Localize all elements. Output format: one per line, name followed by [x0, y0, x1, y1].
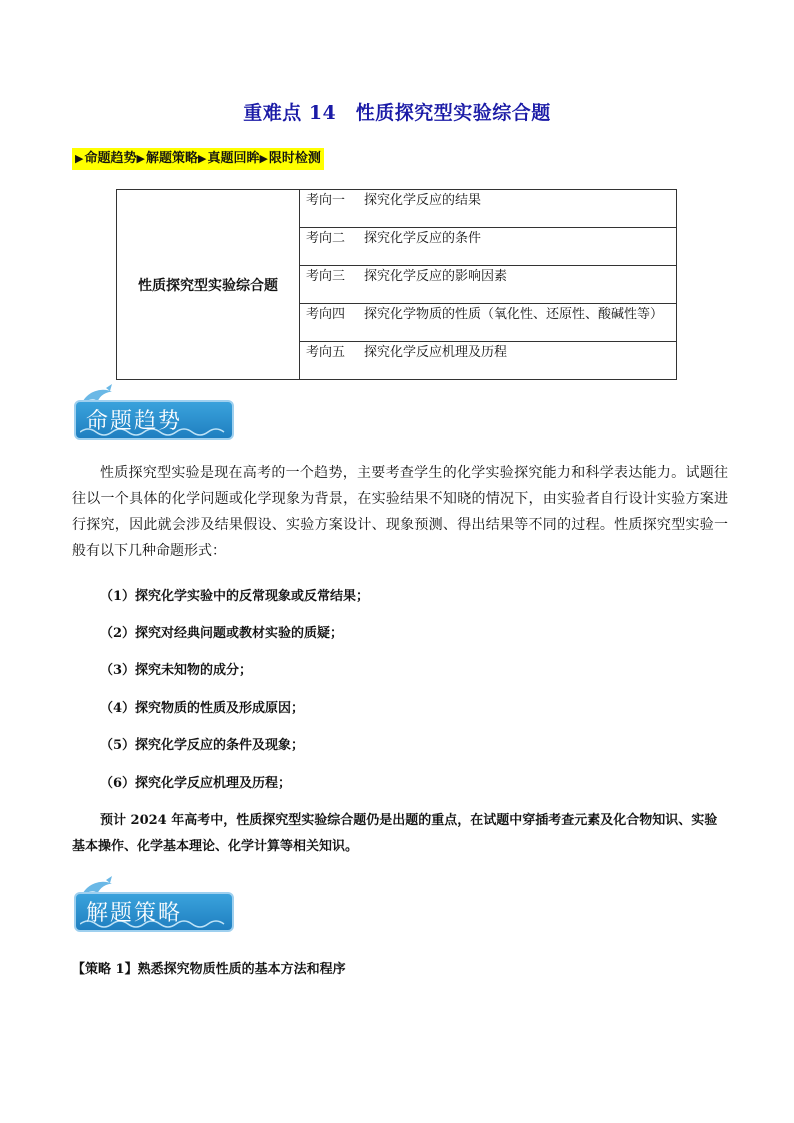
- banner-title: 解题策略: [86, 901, 183, 926]
- page-title: 重难点 14 性质探究型实验综合题: [243, 102, 551, 124]
- direction-text: 探究化学反应的影响因素: [364, 269, 508, 284]
- section-banner-trend: [66, 384, 242, 444]
- list-item: （1）探究化学实验中的反常现象或反常结果；: [100, 589, 370, 604]
- direction-cell: [300, 266, 677, 304]
- intro-paragraph: 性质探究型实验是现在高考的一个趋势，主要考查学生的化学实验探究能力和科学表达能力。试题往往以一个具体的化学问题或化学现象为背景，在实验结果不知晓的情况下，由实验者自行设计实验方案进行探究，因此就会涉及结果假设、实验方案设计、现象预测、得出结果等不同的过程。性质探究型实验一般有以下几种命题形式：: [72, 465, 728, 559]
- direction-cell: [300, 190, 677, 228]
- banner-title: 命题趋势: [86, 409, 183, 434]
- nav-item-strategy[interactable]: ▶解题策略: [136, 151, 198, 166]
- topic-name-cell: 性质探究型实验综合题: [117, 190, 300, 380]
- nav-bar: [72, 148, 324, 170]
- direction-label: 考向一: [306, 193, 346, 208]
- strategy-heading: 【策略 1】熟悉探究物质性质的基本方法和程序: [72, 962, 346, 977]
- forecast-paragraph: 预计 2024 年高考中，性质探究型实验综合题仍是出题的重点，在试题中穿插考查元素及化合物知识、实验基本操作、化学基本理论、化学计算等相关知识。: [72, 813, 718, 854]
- direction-cell: [300, 228, 677, 266]
- direction-cell: [300, 342, 677, 380]
- arrow-icon: ▶: [136, 152, 145, 165]
- list-item: （5）探究化学反应的条件及现象；: [100, 738, 305, 753]
- list-item: （2）探究对经典问题或教材实验的质疑；: [100, 626, 344, 641]
- arrow-icon: ▶: [259, 152, 268, 165]
- direction-text: 探究化学反应机理及历程: [364, 345, 508, 360]
- list-item: （3）探究未知物的成分；: [100, 663, 253, 678]
- arrow-icon: ▶: [75, 152, 84, 165]
- direction-label: 考向三: [306, 269, 346, 284]
- nav-item-trend[interactable]: ▶命题趋势: [75, 151, 137, 166]
- direction-text: 探究化学反应的条件: [364, 231, 482, 246]
- direction-label: 考向四: [306, 307, 346, 322]
- list-item: （4）探究物质的性质及形成原因；: [100, 701, 305, 716]
- direction-label: 考向二: [306, 231, 346, 246]
- nav-item-test[interactable]: ▶限时检测: [259, 151, 321, 166]
- section-banner-strategy: [66, 876, 242, 936]
- direction-text: 探究化学反应的结果: [364, 193, 482, 208]
- arrow-icon: ▶: [197, 152, 207, 165]
- list-item: （6）探究化学反应机理及历程；: [100, 776, 292, 791]
- direction-label: 考向五: [306, 345, 346, 360]
- direction-cell: [300, 304, 677, 342]
- direction-text: 探究化学物质的性质（氧化性、还原性、酸碱性等）: [364, 307, 664, 322]
- topic-table: [116, 189, 677, 380]
- table-row: [117, 190, 677, 228]
- nav-item-review[interactable]: ▶真题回眸: [197, 151, 260, 166]
